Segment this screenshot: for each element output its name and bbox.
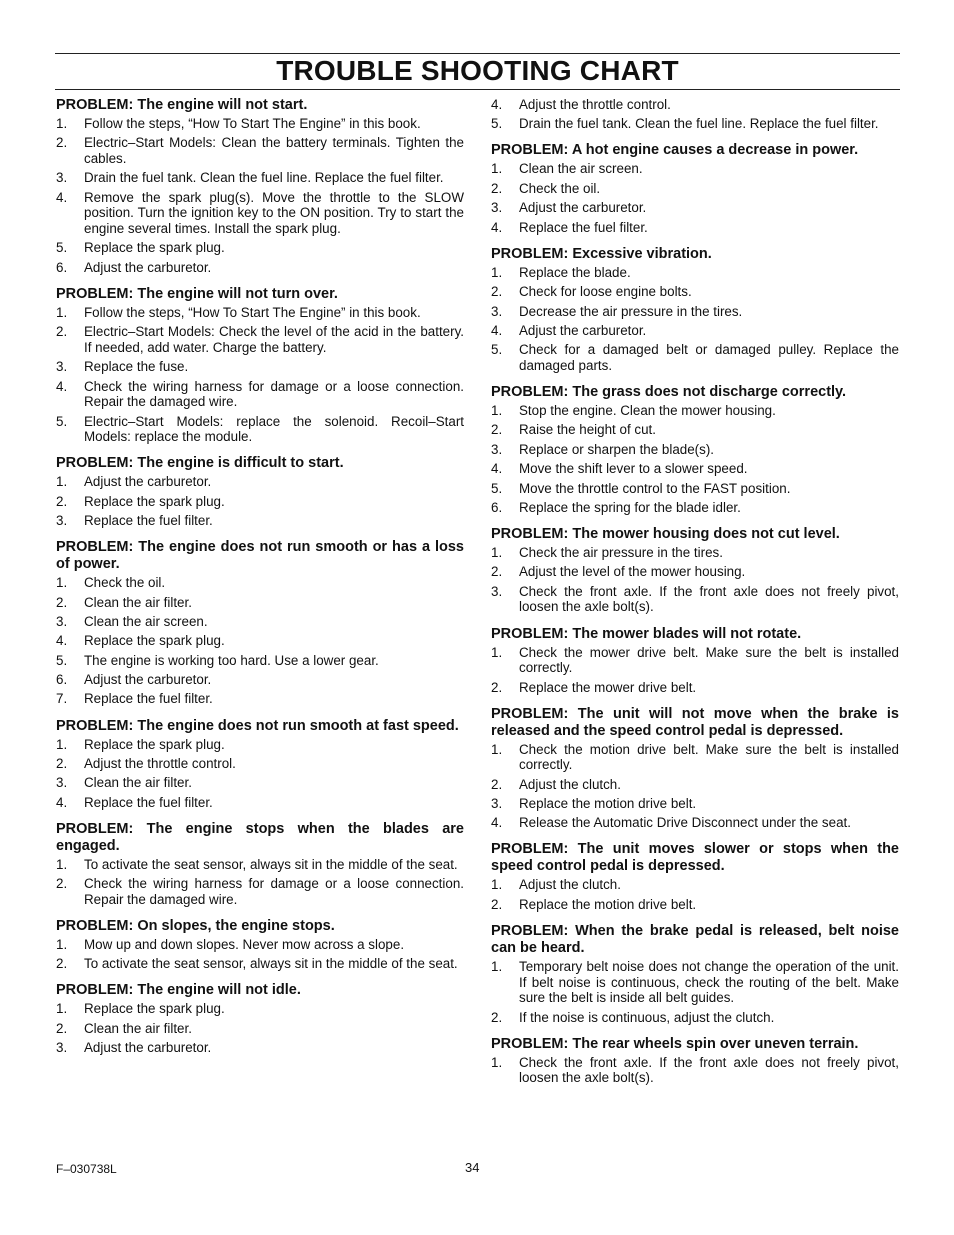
- problem-section: [491, 97, 899, 132]
- solution-item: [56, 1040, 464, 1056]
- solution-item: [491, 959, 899, 1006]
- item-number: 4.: [56, 189, 68, 205]
- solution-item: [56, 737, 464, 753]
- solution-item: [491, 342, 899, 373]
- solution-list: [491, 742, 899, 831]
- item-text: Replace the mower drive belt.: [519, 679, 697, 695]
- solution-item: [491, 564, 899, 580]
- item-text: Clean the air filter.: [84, 594, 192, 610]
- solution-item: [56, 614, 464, 630]
- item-text: If the noise is continuous, adjust the clutch.: [519, 1009, 775, 1025]
- solution-item: [56, 414, 464, 445]
- solution-item: [491, 461, 899, 477]
- solution-item: [56, 494, 464, 510]
- item-text: Replace the fuse.: [84, 359, 189, 375]
- solution-list: [491, 1055, 899, 1086]
- item-number: 3.: [491, 583, 503, 599]
- solution-item: [491, 897, 899, 913]
- problem-section: [56, 918, 464, 972]
- solution-item: [491, 200, 899, 216]
- solution-item: [491, 284, 899, 300]
- item-number: 3.: [56, 170, 68, 186]
- solution-item: [491, 545, 899, 561]
- item-text: Drain the fuel tank. Clean the fuel line. Replace the fuel filter.: [84, 170, 444, 186]
- right-column: [491, 97, 899, 1096]
- item-text: Adjust the carburetor.: [519, 322, 647, 338]
- item-number: 1.: [56, 936, 68, 952]
- problem-heading: PROBLEM: Excessive vibration.: [491, 245, 712, 262]
- item-number: 4.: [491, 322, 503, 338]
- item-text: Replace the spark plug.: [84, 736, 225, 752]
- solution-list: [56, 1001, 464, 1055]
- item-number: 1.: [491, 644, 503, 660]
- item-number: 1.: [56, 736, 68, 752]
- item-number: 2.: [56, 876, 68, 892]
- solution-item: [56, 795, 464, 811]
- item-number: 1.: [56, 304, 68, 320]
- item-number: 3.: [491, 200, 503, 216]
- item-number: 2.: [56, 493, 68, 509]
- item-text: Replace the spark plug.: [84, 633, 225, 649]
- solution-item: [491, 97, 899, 113]
- solution-list: [56, 116, 464, 275]
- solution-item: [56, 595, 464, 611]
- solution-item: [491, 877, 899, 893]
- solution-item: [491, 1010, 899, 1026]
- problem-heading: PROBLEM: A hot engine causes a decrease in power.: [491, 142, 859, 159]
- solution-item: [491, 116, 899, 132]
- item-number: 3.: [56, 775, 68, 791]
- item-number: 1.: [56, 575, 68, 591]
- item-text: Replace the motion drive belt.: [519, 795, 697, 811]
- item-text: Electric–Start Models: Clean the battery terminals. Tighten the cables.: [84, 135, 464, 166]
- item-number: 1.: [491, 877, 503, 893]
- item-text: Replace the spark plug.: [84, 240, 225, 256]
- item-text: Check the mower drive belt. Make sure the belt is installed correctly.: [519, 644, 899, 676]
- solution-item: [491, 481, 899, 497]
- item-text: Clean the air screen.: [84, 613, 208, 629]
- item-text: Adjust the clutch.: [519, 877, 621, 893]
- item-number: 1.: [491, 545, 503, 561]
- problem-section: [56, 539, 464, 707]
- item-text: Replace or sharpen the blade(s).: [519, 441, 715, 457]
- solution-item: [491, 304, 899, 320]
- solution-item: [56, 633, 464, 649]
- item-number: 3.: [56, 613, 68, 629]
- solution-item: [56, 116, 464, 132]
- problem-section: [491, 1036, 899, 1086]
- item-text: Adjust the carburetor.: [84, 474, 212, 490]
- solution-list: [56, 305, 464, 445]
- item-text: Clean the air filter.: [84, 1020, 192, 1036]
- solution-item: [56, 170, 464, 186]
- solution-item: [491, 680, 899, 696]
- item-number: 4.: [491, 461, 503, 477]
- item-text: Check the motion drive belt. Make sure the belt is installed correctly.: [519, 741, 899, 773]
- item-text: Replace the motion drive belt.: [519, 896, 697, 912]
- solution-item: [56, 756, 464, 772]
- problem-heading: PROBLEM: The grass does not discharge correctly.: [491, 384, 847, 400]
- problem-section: [56, 718, 464, 811]
- item-number: 2.: [491, 896, 503, 912]
- item-number: 6.: [491, 499, 503, 515]
- item-number: 1.: [56, 1001, 68, 1017]
- problem-heading: PROBLEM: The engine will not idle.: [56, 982, 301, 999]
- solution-item: [491, 323, 899, 339]
- item-number: 6.: [56, 259, 68, 275]
- solution-item: [56, 956, 464, 972]
- item-number: 3.: [491, 795, 503, 811]
- problem-section: [491, 923, 899, 1025]
- item-text: Replace the spark plug.: [84, 1001, 225, 1017]
- solution-item: [491, 500, 899, 516]
- item-text: Replace the fuel filter.: [84, 691, 213, 707]
- item-number: 2.: [491, 564, 503, 580]
- item-text: Adjust the carburetor.: [84, 1040, 212, 1056]
- item-text: Replace the blade.: [519, 264, 631, 280]
- item-text: Raise the height of cut.: [519, 422, 656, 438]
- solution-list: [56, 857, 464, 908]
- problem-section: [56, 97, 464, 275]
- solution-item: [56, 876, 464, 907]
- item-number: 5.: [56, 652, 68, 668]
- item-number: 2.: [56, 956, 68, 972]
- solution-list: [56, 474, 464, 528]
- item-text: Check the front axle. If the front axle does not freely pivot, loosen the axle bolt(s).: [519, 1054, 899, 1086]
- solution-item: [491, 422, 899, 438]
- item-text: The engine is working too hard. Use a lower gear.: [84, 652, 379, 668]
- item-number: 2.: [491, 679, 503, 695]
- item-text: Adjust the throttle control.: [84, 755, 236, 771]
- solution-item: [56, 1021, 464, 1037]
- item-number: 5.: [491, 480, 503, 496]
- item-number: 2.: [491, 1009, 503, 1025]
- solution-list: [491, 265, 899, 374]
- item-number: 5.: [491, 342, 503, 358]
- problem-heading: PROBLEM: On slopes, the engine stops.: [56, 917, 335, 934]
- item-number: 1.: [491, 1054, 503, 1070]
- solution-item: [56, 575, 464, 591]
- item-number: 1.: [491, 958, 503, 974]
- solution-item: [491, 777, 899, 793]
- item-number: 4.: [491, 219, 503, 235]
- solution-item: [56, 305, 464, 321]
- item-text: Check the oil.: [84, 575, 166, 591]
- item-text: Adjust the level of the mower housing.: [519, 564, 746, 580]
- page-number: 34: [465, 1160, 480, 1175]
- item-number: 1.: [491, 403, 503, 418]
- item-text: Move the throttle control to the FAST position.: [519, 480, 791, 496]
- solution-item: [56, 260, 464, 276]
- item-text: Replace the fuel filter.: [519, 219, 648, 235]
- solution-item: [56, 379, 464, 410]
- solution-item: [56, 672, 464, 688]
- solution-item: [491, 442, 899, 458]
- item-text: Check for loose engine bolts.: [519, 284, 692, 300]
- item-text: Move the shift lever to a slower speed.: [519, 461, 748, 477]
- solution-list: [491, 97, 899, 132]
- solution-list: [56, 575, 464, 707]
- solution-item: [491, 584, 899, 615]
- item-text: Drain the fuel tank. Clean the fuel line. Replace the fuel filter.: [519, 116, 879, 132]
- item-number: 5.: [56, 240, 68, 256]
- problem-heading: PROBLEM: The engine will not start.: [56, 97, 308, 113]
- item-number: 1.: [56, 474, 68, 490]
- item-text: Check for a damaged belt or damaged pulley. Replace the damaged parts.: [519, 342, 899, 373]
- item-number: 4.: [491, 97, 503, 112]
- solution-item: [56, 190, 464, 237]
- problem-heading: PROBLEM: The unit will not move when the brake is released and the speed control pedal is depressed.: [491, 705, 899, 739]
- solution-item: [56, 653, 464, 669]
- item-text: Electric–Start Models: Check the level of the acid in the battery. If needed, add water. Charge the battery.: [84, 324, 464, 355]
- item-number: 5.: [491, 116, 503, 132]
- item-text: Replace the spark plug.: [84, 493, 225, 509]
- item-text: Remove the spark plug(s). Move the throttle to the SLOW position. Turn the ignition key to the ON position. Try to start the engine several times. Install the spark plug.: [84, 189, 464, 236]
- item-number: 4.: [56, 633, 68, 649]
- problem-section: [56, 821, 464, 908]
- item-number: 1.: [56, 116, 68, 131]
- solution-list: [491, 403, 899, 516]
- problem-heading: PROBLEM: The unit moves slower or stops when the speed control pedal is depressed.: [491, 841, 899, 875]
- item-text: To activate the seat sensor, always sit in the middle of the seat.: [84, 956, 458, 972]
- solution-item: [491, 161, 899, 177]
- item-number: 2.: [56, 324, 68, 340]
- item-number: 2.: [56, 594, 68, 610]
- item-text: Check the air pressure in the tires.: [519, 545, 723, 561]
- item-text: Temporary belt noise does not change the operation of the unit. If belt noise is continuous, check the routing of the belt. Make sure the belt is inside all belt guides.: [519, 958, 899, 1006]
- item-text: Adjust the carburetor.: [84, 259, 212, 275]
- solution-item: [56, 240, 464, 256]
- page-title: TROUBLE SHOOTING CHART: [276, 55, 679, 86]
- item-text: Check the wiring harness for damage or a loose connection. Repair the damaged wire.: [84, 378, 464, 410]
- solution-list: [56, 737, 464, 811]
- item-number: 4.: [56, 378, 68, 394]
- item-number: 3.: [491, 441, 503, 457]
- item-number: 2.: [56, 755, 68, 771]
- solution-item: [56, 359, 464, 375]
- title-underline: [55, 89, 900, 90]
- problem-section: [56, 982, 464, 1055]
- solution-item: [491, 645, 899, 676]
- solution-item: [491, 181, 899, 197]
- item-number: 2.: [56, 1020, 68, 1036]
- item-text: Adjust the clutch.: [519, 776, 621, 792]
- solution-item: [56, 135, 464, 166]
- document-code: F–030738L: [56, 1162, 117, 1176]
- item-number: 1.: [56, 856, 68, 872]
- item-number: 5.: [56, 413, 68, 429]
- problem-heading: PROBLEM: The rear wheels spin over uneven terrain.: [491, 1035, 859, 1052]
- item-number: 2.: [491, 422, 503, 438]
- solution-list: [491, 877, 899, 912]
- problem-section: [491, 526, 899, 615]
- item-number: 2.: [491, 180, 503, 196]
- left-column: [56, 97, 464, 1066]
- solution-item: [491, 1055, 899, 1086]
- problem-section: [491, 706, 899, 831]
- item-number: 4.: [56, 794, 68, 810]
- problem-section: [491, 626, 899, 696]
- solution-item: [491, 403, 899, 419]
- solution-item: [491, 796, 899, 812]
- solution-item: [491, 742, 899, 773]
- item-number: 2.: [491, 776, 503, 792]
- problem-heading: PROBLEM: The engine does not run smooth at fast speed.: [56, 717, 459, 734]
- problem-heading: PROBLEM: The mower housing does not cut level.: [491, 526, 840, 543]
- item-text: Follow the steps, “How To Start The Engine” in this book.: [84, 304, 421, 320]
- item-text: Release the Automatic Drive Disconnect under the seat.: [519, 815, 851, 831]
- item-text: Mow up and down slopes. Never mow across a slope.: [84, 936, 405, 952]
- item-text: Stop the engine. Clean the mower housing.: [519, 403, 776, 418]
- item-number: 1.: [491, 741, 503, 757]
- item-text: Clean the air screen.: [519, 161, 643, 177]
- problem-heading: PROBLEM: When the brake pedal is released, belt noise can be heard.: [491, 922, 899, 956]
- item-text: Replace the fuel filter.: [84, 794, 213, 810]
- item-text: Follow the steps, “How To Start The Engine” in this book.: [84, 116, 421, 131]
- item-number: 3.: [56, 1040, 68, 1056]
- problem-heading: PROBLEM: The engine is difficult to start.: [56, 455, 344, 472]
- solution-item: [56, 474, 464, 490]
- item-text: Adjust the carburetor.: [84, 672, 212, 688]
- solution-item: [56, 1001, 464, 1017]
- problem-section: [56, 455, 464, 528]
- item-text: To activate the seat sensor, always sit in the middle of the seat.: [84, 856, 458, 872]
- solution-item: [491, 815, 899, 831]
- solution-item: [56, 691, 464, 707]
- solution-item: [491, 220, 899, 236]
- item-text: Decrease the air pressure in the tires.: [519, 303, 743, 319]
- item-text: Check the front axle. If the front axle does not freely pivot, loosen the axle bolt(s).: [519, 583, 899, 615]
- item-text: Check the wiring harness for damage or a loose connection. Repair the damaged wire.: [84, 876, 464, 907]
- problem-heading: PROBLEM: The engine stops when the blades are engaged.: [56, 820, 464, 854]
- solution-list: [491, 545, 899, 615]
- item-text: Clean the air filter.: [84, 775, 192, 791]
- problem-section: [491, 384, 899, 516]
- problem-heading: PROBLEM: The engine does not run smooth or has a loss of power.: [56, 539, 464, 573]
- problem-section: [56, 286, 464, 445]
- solution-list: [491, 959, 899, 1025]
- item-number: 1.: [491, 161, 503, 177]
- item-text: Adjust the throttle control.: [519, 97, 671, 112]
- item-text: Electric–Start Models: replace the solenoid. Recoil–Start Models: replace the module.: [84, 413, 464, 445]
- solution-list: [491, 645, 899, 696]
- item-text: Check the oil.: [519, 180, 601, 196]
- item-number: 1.: [491, 264, 503, 280]
- problem-heading: PROBLEM: The engine will not turn over.: [56, 285, 338, 302]
- item-text: Replace the fuel filter.: [84, 513, 213, 529]
- item-text: Adjust the carburetor.: [519, 200, 647, 216]
- item-number: 3.: [56, 359, 68, 375]
- item-number: 2.: [56, 135, 68, 151]
- item-number: 3.: [491, 303, 503, 319]
- solution-item: [56, 324, 464, 355]
- problem-section: [491, 142, 899, 235]
- item-number: 7.: [56, 691, 68, 707]
- problem-heading: PROBLEM: The mower blades will not rotate.: [491, 625, 802, 642]
- solution-list: [56, 937, 464, 972]
- item-text: Replace the spring for the blade idler.: [519, 499, 741, 515]
- item-number: 3.: [56, 513, 68, 529]
- solution-item: [491, 265, 899, 281]
- solution-item: [56, 857, 464, 873]
- solution-item: [56, 775, 464, 791]
- solution-item: [56, 937, 464, 953]
- problem-section: [491, 841, 899, 912]
- solution-list: [491, 161, 899, 235]
- problem-section: [491, 246, 899, 374]
- solution-item: [56, 513, 464, 529]
- item-number: 2.: [491, 284, 503, 300]
- item-number: 6.: [56, 672, 68, 688]
- item-number: 4.: [491, 815, 503, 831]
